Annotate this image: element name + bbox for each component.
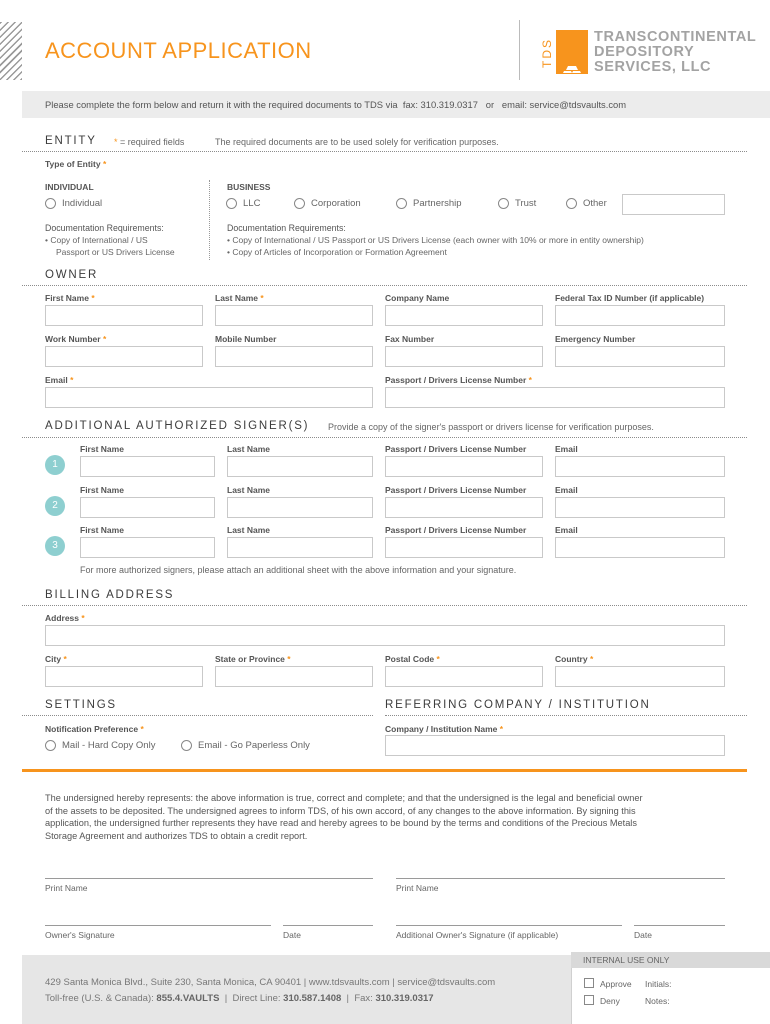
- owner-date-label: Date: [283, 930, 301, 940]
- terms-line-4: Storage Agreement and authorizes TDS to obtain a credit report.: [45, 830, 308, 841]
- owner-last-name-input[interactable]: [215, 305, 373, 326]
- corporation-option-label: Corporation: [311, 198, 361, 209]
- verification-note: The required documents are to be used solely for verification purposes.: [215, 137, 499, 147]
- footer-address: 429 Santa Monica Blvd., Suite 230, Santa Monica, CA 90401 | www.tdsvaults.com | service@tdsvaults.com: [45, 977, 496, 988]
- signer-3-passport-input[interactable]: [385, 537, 543, 558]
- owner-first-name-text: First Name: [45, 293, 89, 303]
- required-mark: *: [260, 293, 264, 303]
- deny-label: Deny: [600, 996, 620, 1006]
- work-number-text: Work Number: [45, 334, 101, 344]
- page-title: ACCOUNT APPLICATION: [45, 38, 312, 63]
- state-input[interactable]: [215, 666, 373, 687]
- logo-mark-box: [556, 30, 588, 74]
- referring-company-input[interactable]: [385, 735, 725, 756]
- referring-company-label: [385, 724, 503, 734]
- owner-divider: [22, 285, 747, 286]
- fax-number-input[interactable]: [385, 346, 543, 367]
- country-label: [555, 654, 593, 664]
- owner-passport-input[interactable]: [385, 387, 725, 408]
- entity-heading: ENTITY: [45, 135, 97, 147]
- owner-first-name-input[interactable]: [45, 305, 203, 326]
- owner-first-name-label: [45, 293, 95, 303]
- fax-number-label: Fax Number: [385, 334, 435, 344]
- signer-1-passport-label: Passport / Drivers License Number: [385, 444, 527, 454]
- required-mark: *: [589, 654, 594, 664]
- signer-2-last-name-label: Last Name: [227, 485, 270, 495]
- signer-3-first-name-input[interactable]: [80, 537, 215, 558]
- mobile-number-label: Mobile Number: [215, 334, 277, 344]
- settings-heading: SETTINGS: [45, 699, 117, 711]
- terms-line-2: of the assets to be deposited. The undersigned agrees to inform TDS, of his own accord, of any changes to the above information. By signing this: [45, 805, 636, 816]
- other-entity-input[interactable]: [622, 194, 725, 215]
- postal-input[interactable]: [385, 666, 543, 687]
- corporation-radio[interactable]: [294, 198, 305, 209]
- terms-line-1: The undersigned hereby represents: the above information is true, correct and complete; and that the undersigned is the legal and beneficial owner: [45, 793, 643, 803]
- additional-print-name-line[interactable]: [396, 878, 725, 879]
- signer-3-first-name-label: First Name: [80, 525, 124, 535]
- required-mark: *: [499, 724, 504, 734]
- country-text: Country: [555, 654, 588, 664]
- billing-heading: BILLING ADDRESS: [45, 589, 175, 601]
- referring-heading: REFERRING COMPANY / INSTITUTION: [385, 699, 651, 711]
- owner-signature-label: Owner's Signature: [45, 930, 115, 940]
- owner-signature-line[interactable]: [45, 925, 271, 926]
- instructions-email[interactable]: email: service@tdsvaults.com: [501, 99, 627, 110]
- additional-print-name-label: Print Name: [396, 883, 439, 893]
- owner-email-input[interactable]: [45, 387, 373, 408]
- logo-mark-text: TDS: [540, 38, 554, 68]
- business-heading: BUSINESS: [227, 182, 271, 192]
- mobile-number-input[interactable]: [215, 346, 373, 367]
- individual-heading: INDIVIDUAL: [45, 182, 94, 192]
- signer-1-email-label: Email: [555, 444, 578, 454]
- logo: [538, 28, 758, 78]
- owner-print-name-label: Print Name: [45, 883, 88, 893]
- notification-label: [45, 724, 144, 734]
- notification-text: Notification Preference: [45, 724, 139, 734]
- owner-last-name-text: Last Name: [215, 293, 258, 303]
- owner-heading: OWNER: [45, 269, 99, 281]
- terms-divider: [22, 769, 747, 772]
- business-doc-req-2: • Copy of Articles of Incorporation or Formation Agreement: [227, 247, 447, 257]
- required-mark: *: [81, 613, 85, 623]
- llc-radio[interactable]: [226, 198, 237, 209]
- postal-label: [385, 654, 440, 664]
- approve-checkbox[interactable]: [584, 978, 594, 988]
- signer-3-last-name-label: Last Name: [227, 525, 270, 535]
- required-mark: *: [91, 293, 95, 303]
- signer-3-passport-label: Passport / Drivers License Number: [385, 525, 527, 535]
- vault-bars-icon: [556, 30, 588, 74]
- email-radio[interactable]: [181, 740, 192, 751]
- individual-doc-req-1: • Copy of International / US: [45, 235, 148, 245]
- entity-column-divider: [209, 180, 210, 260]
- required-mark: *: [436, 654, 440, 664]
- owner-date-line[interactable]: [283, 925, 373, 926]
- tax-id-input[interactable]: [555, 305, 725, 326]
- terms-line-3: application, the undersigned further represents they have read and hereby agrees to be bound by the terms and conditions of the Precious Metals: [45, 818, 637, 829]
- required-mark: *: [102, 159, 107, 169]
- logo-line-2: DEPOSITORY: [594, 44, 695, 60]
- signer-2-passport-input[interactable]: [385, 497, 543, 518]
- city-label: [45, 654, 67, 664]
- signers-divider: [22, 437, 747, 438]
- fax-number: 310.319.0317: [375, 993, 434, 1004]
- postal-text: Postal Code: [385, 654, 435, 664]
- tollfree-number: 855.4.VAULTS: [156, 993, 220, 1004]
- business-doc-req-label: Documentation Requirements:: [227, 223, 346, 233]
- owner-print-name-line[interactable]: [45, 878, 373, 879]
- owner-last-name-label: [215, 293, 264, 303]
- additional-signature-label: Additional Owner's Signature (if applicable): [396, 930, 559, 940]
- signer-1-first-name-label: First Name: [80, 444, 124, 454]
- llc-option-label: LLC: [243, 198, 261, 209]
- signer-1-email-input[interactable]: [555, 456, 725, 477]
- additional-date-line[interactable]: [634, 925, 725, 926]
- signer-2-last-name-input[interactable]: [227, 497, 373, 518]
- type-of-entity-label: [45, 159, 106, 169]
- individual-doc-req-2: Passport or US Drivers License: [56, 247, 175, 257]
- company-name-input[interactable]: [385, 305, 543, 326]
- signer-2-first-name-label: First Name: [80, 485, 124, 495]
- individual-radio[interactable]: [45, 198, 56, 209]
- fax-label: Fax:: [354, 993, 373, 1004]
- tax-id-label: Federal Tax ID Number (if applicable): [555, 293, 705, 303]
- settings-divider: [22, 715, 373, 716]
- logo-line-3: SERVICES, LLC: [594, 59, 712, 75]
- company-name-label: Company Name: [385, 293, 450, 303]
- signer-2-passport-label: Passport / Drivers License Number: [385, 485, 527, 495]
- signer-2-email-label: Email: [555, 485, 578, 495]
- terms-text: [45, 792, 745, 842]
- deny-checkbox[interactable]: [584, 995, 594, 1005]
- required-mark: *: [70, 375, 74, 385]
- state-label: [215, 654, 291, 664]
- billing-divider: [22, 605, 747, 606]
- signer-1-last-name-label: Last Name: [227, 444, 270, 454]
- signer-1-passport-input[interactable]: [385, 456, 543, 477]
- tollfree-label: Toll-free (U.S. & Canada):: [45, 993, 154, 1004]
- required-mark: *: [528, 375, 532, 385]
- instructions-text: [45, 99, 626, 110]
- required-mark: *: [102, 334, 107, 344]
- signer-3-email-label: Email: [555, 525, 578, 535]
- required-fields-text: = required fields: [120, 137, 185, 147]
- signer-number-badge: 1: [45, 455, 65, 475]
- partnership-radio[interactable]: [396, 198, 407, 209]
- referring-divider: [385, 715, 747, 716]
- required-mark: *: [114, 137, 118, 147]
- required-mark: *: [287, 654, 291, 664]
- entity-divider: [22, 151, 747, 152]
- referring-company-text: Company / Institution Name: [385, 724, 498, 734]
- individual-doc-req-label: Documentation Requirements:: [45, 223, 164, 233]
- email-option-label: Email - Go Paperless Only: [198, 740, 310, 751]
- address-label: [45, 613, 85, 623]
- header-divider: [519, 20, 520, 80]
- signer-1-last-name-input[interactable]: [227, 456, 373, 477]
- signer-number-badge: 2: [45, 496, 65, 516]
- footer-contact: Toll-free (U.S. & Canada): 855.4.VAULTS | Direct Line: 310.587.1408 | Fax: 310.319.0317: [45, 993, 434, 1004]
- other-radio[interactable]: [566, 198, 577, 209]
- direct-number: 310.587.1408: [283, 993, 342, 1004]
- business-doc-req-1: • Copy of International / US Passport or US Drivers License (each owner with 10% or more in entity ownership): [227, 235, 644, 245]
- work-number-label: [45, 334, 106, 344]
- signer-3-email-input[interactable]: [555, 537, 725, 558]
- city-text: City: [45, 654, 62, 664]
- signer-3-last-name-input[interactable]: [227, 537, 373, 558]
- emergency-number-label: Emergency Number: [555, 334, 636, 344]
- internal-use-heading: INTERNAL USE ONLY: [583, 955, 670, 965]
- owner-email-label: [45, 375, 73, 385]
- initials-label: Initials:: [645, 979, 672, 989]
- mail-option-label: Mail - Hard Copy Only: [62, 740, 156, 751]
- trust-radio[interactable]: [498, 198, 509, 209]
- emergency-number-input[interactable]: [555, 346, 725, 367]
- signers-note: Provide a copy of the signer's passport or drivers license for verification purposes.: [328, 422, 654, 432]
- more-signers-note: For more authorized signers, please attach an additional sheet with the above information and your signature.: [80, 565, 517, 575]
- address-input[interactable]: [45, 625, 725, 646]
- address-text: Address: [45, 613, 80, 623]
- partnership-option-label: Partnership: [413, 198, 462, 209]
- direct-label: Direct Line:: [232, 993, 281, 1004]
- signer-2-email-input[interactable]: [555, 497, 725, 518]
- signer-1-first-name-input[interactable]: [80, 456, 215, 477]
- other-option-label: Other: [583, 198, 607, 209]
- required-fields-note: [114, 137, 184, 147]
- state-text: State or Province: [215, 654, 285, 664]
- owner-passport-text: Passport / Drivers License Number: [385, 375, 527, 385]
- instructions-or: or: [485, 99, 495, 110]
- individual-option-label: Individual: [62, 198, 103, 209]
- required-mark: *: [63, 654, 67, 664]
- approve-label: Approve: [600, 979, 632, 989]
- signers-heading: ADDITIONAL AUTHORIZED SIGNER(S): [45, 420, 310, 432]
- instructions-fax: fax: 310.319.0317: [402, 99, 478, 110]
- signer-2-first-name-input[interactable]: [80, 497, 215, 518]
- trust-option-label: Trust: [515, 198, 537, 209]
- instructions-main: Please complete the form below and return it with the required documents to TDS via: [45, 99, 398, 110]
- country-input[interactable]: [555, 666, 725, 687]
- notes-label: Notes:: [645, 996, 670, 1006]
- logo-line-1: TRANSCONTINENTAL: [594, 29, 757, 45]
- owner-passport-label: [385, 375, 532, 385]
- additional-date-label: Date: [634, 930, 652, 940]
- work-number-input[interactable]: [45, 346, 203, 367]
- signer-number-badge: 3: [45, 536, 65, 556]
- header-hatch-decoration: [0, 22, 22, 80]
- mail-radio[interactable]: [45, 740, 56, 751]
- city-input[interactable]: [45, 666, 203, 687]
- type-of-entity-text: Type of Entity: [45, 159, 101, 169]
- additional-signature-line[interactable]: [396, 925, 622, 926]
- required-mark: *: [140, 724, 144, 734]
- owner-email-text: Email: [45, 375, 68, 385]
